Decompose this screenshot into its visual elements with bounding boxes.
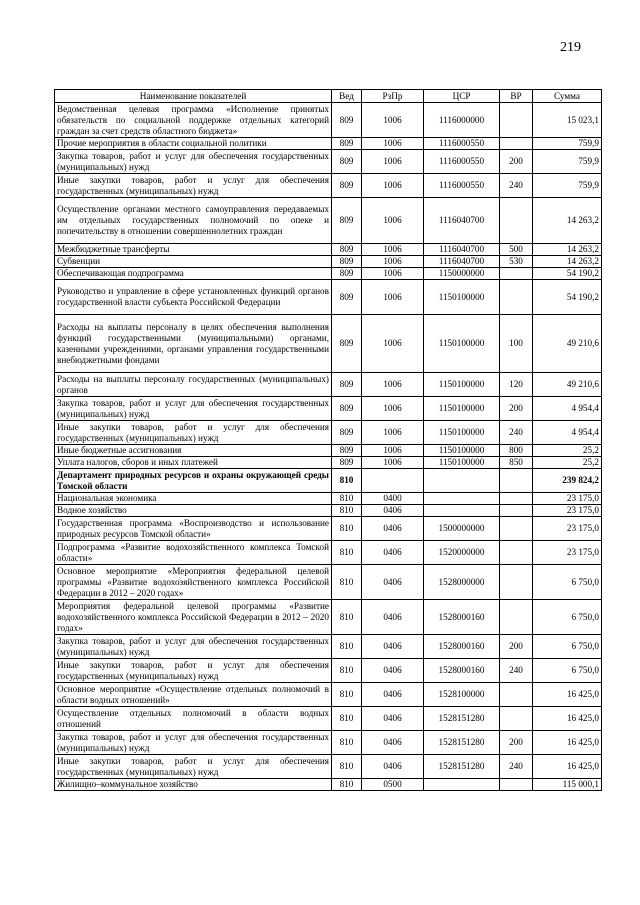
cell-sum: 759,9: [533, 174, 602, 198]
cell-rzpr: 1006: [362, 256, 424, 268]
cell-vr: 530: [500, 256, 533, 268]
cell-rzpr: 1006: [362, 268, 424, 280]
cell-ved: 809: [332, 138, 362, 150]
cell-name: Закупка товаров, работ и услуг для обеспечения государственных (муниципальных) нужд: [55, 397, 332, 421]
cell-ved: 810: [332, 469, 362, 493]
cell-ved: 810: [332, 635, 362, 659]
cell-csr: 1150100000: [424, 315, 500, 373]
cell-vr: [500, 268, 533, 280]
cell-rzpr: 1006: [362, 373, 424, 397]
header-vr: ВР: [500, 90, 533, 103]
cell-sum: 14 263,2: [533, 244, 602, 256]
cell-vr: 240: [500, 755, 533, 779]
cell-vr: 200: [500, 731, 533, 755]
header-row: [55, 90, 602, 103]
cell-csr: 1116000550: [424, 174, 500, 198]
cell-csr: 1528000000: [424, 565, 500, 600]
cell-name: Основное мероприятие «Мероприятия федеральной целевой программы «Развитие водохозяйственного комплекса Российской Федерации в 2012 – 2020 годах»: [55, 565, 332, 600]
cell-csr: 1116040700: [424, 256, 500, 268]
cell-rzpr: 0406: [362, 683, 424, 707]
table-row: [55, 457, 602, 469]
cell-name: Расходы на выплаты персоналу в целях обеспечения выполнения функций государственными (муниципальными) органами, казенными учреждениями, органами управления государственными внебюджетными фондами: [55, 315, 332, 373]
table-row: [55, 198, 602, 244]
cell-vr: [500, 198, 533, 244]
cell-rzpr: 1006: [362, 315, 424, 373]
cell-ved: 810: [332, 505, 362, 517]
table-row: [55, 421, 602, 445]
cell-csr: 1150100000: [424, 373, 500, 397]
cell-sum: 759,9: [533, 138, 602, 150]
cell-vr: [500, 103, 533, 138]
cell-sum: 16 425,0: [533, 731, 602, 755]
cell-ved: 809: [332, 280, 362, 315]
cell-csr: 1150100000: [424, 445, 500, 457]
table-row: [55, 138, 602, 150]
table-row: [55, 103, 602, 138]
cell-vr: [500, 683, 533, 707]
cell-csr: 1520000000: [424, 541, 500, 565]
cell-ved: 809: [332, 244, 362, 256]
cell-rzpr: 1006: [362, 445, 424, 457]
cell-sum: 23 175,0: [533, 493, 602, 505]
cell-csr: [424, 493, 500, 505]
cell-rzpr: 0500: [362, 779, 424, 791]
table-row: [55, 493, 602, 505]
cell-name: Закупка товаров, работ и услуг для обеспечения государственных (муниципальных) нужд: [55, 635, 332, 659]
cell-name: Иные закупки товаров, работ и услуг для обеспечения государственных (муниципальных) нужд: [55, 421, 332, 445]
cell-name: Ведомственная целевая программа «Исполнение принятых обязательств по социальной поддержке отдельных категорий граждан за счет средств областного бюджета»: [55, 103, 332, 138]
table-row: [55, 280, 602, 315]
table-row: [55, 150, 602, 174]
table-row: [55, 731, 602, 755]
cell-ved: 810: [332, 779, 362, 791]
cell-vr: 240: [500, 421, 533, 445]
cell-sum: 23 175,0: [533, 517, 602, 541]
cell-sum: 6 750,0: [533, 565, 602, 600]
table-row: [55, 683, 602, 707]
cell-csr: 1116040700: [424, 244, 500, 256]
cell-rzpr: 1006: [362, 457, 424, 469]
cell-sum: 14 263,2: [533, 256, 602, 268]
cell-vr: [500, 707, 533, 731]
cell-csr: 1150100000: [424, 280, 500, 315]
cell-name: Подпрограмма «Развитие водохозяйственного комплекса Томской области»: [55, 541, 332, 565]
cell-ved: 809: [332, 421, 362, 445]
table-row: [55, 600, 602, 635]
cell-csr: 1528000160: [424, 635, 500, 659]
cell-rzpr: 0406: [362, 635, 424, 659]
cell-sum: 14 263,2: [533, 198, 602, 244]
cell-name: Закупка товаров, работ и услуг для обеспечения государственных (муниципальных) нужд: [55, 150, 332, 174]
cell-name: Осуществление органами местного самоуправления передаваемых им отдельных государственных полномочий по опеке и попечительству в отношении совершеннолетних граждан: [55, 198, 332, 244]
table-row: [55, 517, 602, 541]
cell-rzpr: 1006: [362, 421, 424, 445]
table-row: [55, 469, 602, 493]
table-row: [55, 755, 602, 779]
cell-vr: 200: [500, 150, 533, 174]
cell-csr: 1528000160: [424, 659, 500, 683]
cell-ved: 809: [332, 256, 362, 268]
cell-sum: 6 750,0: [533, 659, 602, 683]
cell-name: Водное хозяйство: [55, 505, 332, 517]
table-row: [55, 174, 602, 198]
cell-rzpr: 1006: [362, 244, 424, 256]
cell-sum: 6 750,0: [533, 635, 602, 659]
cell-sum: 49 210,6: [533, 373, 602, 397]
cell-ved: 809: [332, 445, 362, 457]
budget-table: [54, 89, 602, 791]
table-body: [55, 103, 602, 791]
table-row: [55, 373, 602, 397]
cell-csr: [424, 505, 500, 517]
cell-name: Субвенции: [55, 256, 332, 268]
cell-vr: 100: [500, 315, 533, 373]
cell-name: Жилищно–коммунальное хозяйство: [55, 779, 332, 791]
cell-vr: 850: [500, 457, 533, 469]
cell-csr: [424, 779, 500, 791]
cell-sum: 759,9: [533, 150, 602, 174]
table-row: [55, 244, 602, 256]
cell-sum: 25,2: [533, 445, 602, 457]
table-row: [55, 505, 602, 517]
cell-ved: 809: [332, 198, 362, 244]
cell-csr: 1528000160: [424, 600, 500, 635]
cell-name: Обеспечивающая подпрограмма: [55, 268, 332, 280]
cell-sum: 16 425,0: [533, 707, 602, 731]
header-ved: Вед: [332, 90, 362, 103]
cell-csr: 1528151280: [424, 755, 500, 779]
cell-vr: [500, 517, 533, 541]
cell-rzpr: 1006: [362, 397, 424, 421]
cell-name: Руководство и управление в сфере установленных функций органов государственной власти субъекта Российской Федерации: [55, 280, 332, 315]
cell-sum: 49 210,6: [533, 315, 602, 373]
cell-vr: [500, 469, 533, 493]
cell-name: Основное мероприятие «Осуществление отдельных полномочий в области водных отношений»: [55, 683, 332, 707]
table-row: [55, 268, 602, 280]
cell-ved: 810: [332, 755, 362, 779]
cell-vr: [500, 541, 533, 565]
cell-name: Иные закупки товаров, работ и услуг для обеспечения государственных (муниципальных) нужд: [55, 755, 332, 779]
cell-vr: [500, 779, 533, 791]
table-row: [55, 707, 602, 731]
table-row: [55, 256, 602, 268]
cell-csr: 1116040700: [424, 198, 500, 244]
cell-csr: 1150000000: [424, 268, 500, 280]
cell-rzpr: 1006: [362, 174, 424, 198]
cell-ved: 810: [332, 600, 362, 635]
header-rzpr: РзПр: [362, 90, 424, 103]
cell-name: Иные закупки товаров, работ и услуг для обеспечения государственных (муниципальных) нужд: [55, 174, 332, 198]
cell-name: Закупка товаров, работ и услуг для обеспечения государственных (муниципальных) нужд: [55, 731, 332, 755]
cell-rzpr: 1006: [362, 138, 424, 150]
header-name: Наименование показателей: [55, 90, 332, 103]
cell-rzpr: 1006: [362, 280, 424, 315]
cell-sum: 54 190,2: [533, 280, 602, 315]
cell-vr: 240: [500, 174, 533, 198]
header-csr: ЦСР: [424, 90, 500, 103]
cell-sum: 25,2: [533, 457, 602, 469]
cell-rzpr: 0406: [362, 755, 424, 779]
cell-csr: 1150100000: [424, 457, 500, 469]
cell-rzpr: 0406: [362, 731, 424, 755]
cell-name: Осуществление отдельных полномочий в области водных отношений: [55, 707, 332, 731]
cell-ved: 809: [332, 315, 362, 373]
cell-ved: 809: [332, 373, 362, 397]
table-row: [55, 315, 602, 373]
cell-sum: 54 190,2: [533, 268, 602, 280]
table-row: [55, 397, 602, 421]
cell-ved: 810: [332, 565, 362, 600]
cell-csr: 1528151280: [424, 707, 500, 731]
cell-name: Государственная программа «Воспроизводство и использование природных ресурсов Томской области»: [55, 517, 332, 541]
cell-sum: 115 000,1: [533, 779, 602, 791]
cell-csr: 1116000550: [424, 150, 500, 174]
cell-ved: 809: [332, 150, 362, 174]
cell-ved: 809: [332, 457, 362, 469]
table-header: [55, 90, 602, 103]
cell-csr: 1528100000: [424, 683, 500, 707]
cell-ved: 810: [332, 541, 362, 565]
table-row: [55, 635, 602, 659]
cell-rzpr: 0406: [362, 659, 424, 683]
cell-sum: 16 425,0: [533, 683, 602, 707]
cell-vr: [500, 493, 533, 505]
cell-sum: 4 954,4: [533, 397, 602, 421]
cell-rzpr: 1006: [362, 198, 424, 244]
cell-name: Уплата налогов, сборов и иных платежей: [55, 457, 332, 469]
cell-rzpr: 1006: [362, 103, 424, 138]
cell-rzpr: 0406: [362, 707, 424, 731]
cell-ved: 809: [332, 174, 362, 198]
cell-rzpr: [362, 469, 424, 493]
cell-ved: 809: [332, 268, 362, 280]
cell-sum: 23 175,0: [533, 505, 602, 517]
cell-rzpr: 0400: [362, 493, 424, 505]
cell-sum: 16 425,0: [533, 755, 602, 779]
cell-ved: 810: [332, 659, 362, 683]
table-row: [55, 541, 602, 565]
cell-csr: 1150100000: [424, 421, 500, 445]
cell-ved: 810: [332, 517, 362, 541]
page-number: 219: [560, 40, 581, 55]
cell-vr: [500, 565, 533, 600]
cell-vr: 500: [500, 244, 533, 256]
cell-ved: 810: [332, 493, 362, 505]
cell-csr: 1500000000: [424, 517, 500, 541]
cell-name: Межбюджетные трансферты: [55, 244, 332, 256]
table-row: [55, 445, 602, 457]
cell-ved: 809: [332, 103, 362, 138]
cell-sum: 239 824,2: [533, 469, 602, 493]
cell-vr: 800: [500, 445, 533, 457]
cell-name: Иные закупки товаров, работ и услуг для обеспечения государственных (муниципальных) нужд: [55, 659, 332, 683]
cell-ved: 809: [332, 397, 362, 421]
cell-sum: 6 750,0: [533, 600, 602, 635]
cell-rzpr: 0406: [362, 565, 424, 600]
cell-vr: [500, 505, 533, 517]
cell-name: Национальная экономика: [55, 493, 332, 505]
table-row: [55, 779, 602, 791]
cell-csr: 1150100000: [424, 397, 500, 421]
cell-vr: 120: [500, 373, 533, 397]
cell-csr: 1116000550: [424, 138, 500, 150]
cell-rzpr: 0406: [362, 541, 424, 565]
cell-ved: 810: [332, 683, 362, 707]
cell-vr: 200: [500, 397, 533, 421]
table-row: [55, 659, 602, 683]
cell-rzpr: 0406: [362, 517, 424, 541]
cell-csr: 1528151280: [424, 731, 500, 755]
cell-name: Прочие мероприятия в области социальной политики: [55, 138, 332, 150]
cell-rzpr: 1006: [362, 150, 424, 174]
cell-ved: 810: [332, 731, 362, 755]
cell-vr: 240: [500, 659, 533, 683]
cell-name: Расходы на выплаты персоналу государственных (муниципальных) органов: [55, 373, 332, 397]
cell-sum: 4 954,4: [533, 421, 602, 445]
cell-rzpr: 0406: [362, 505, 424, 517]
cell-name: Мероприятия федеральной целевой программы «Развитие водохозяйственного комплекса Российской Федерации в 2012 – 2020 годах»: [55, 600, 332, 635]
cell-ved: 810: [332, 707, 362, 731]
cell-rzpr: 0406: [362, 600, 424, 635]
cell-csr: 1116000000: [424, 103, 500, 138]
cell-sum: 23 175,0: [533, 541, 602, 565]
cell-vr: [500, 138, 533, 150]
cell-name: Иные бюджетные ассигнования: [55, 445, 332, 457]
cell-name: Департамент природных ресурсов и охраны окружающей среды Томской области: [55, 469, 332, 493]
cell-sum: 15 023,1: [533, 103, 602, 138]
cell-vr: [500, 600, 533, 635]
cell-vr: [500, 280, 533, 315]
table-row: [55, 565, 602, 600]
cell-csr: [424, 469, 500, 493]
cell-vr: 200: [500, 635, 533, 659]
header-sum: Сумма: [533, 90, 602, 103]
